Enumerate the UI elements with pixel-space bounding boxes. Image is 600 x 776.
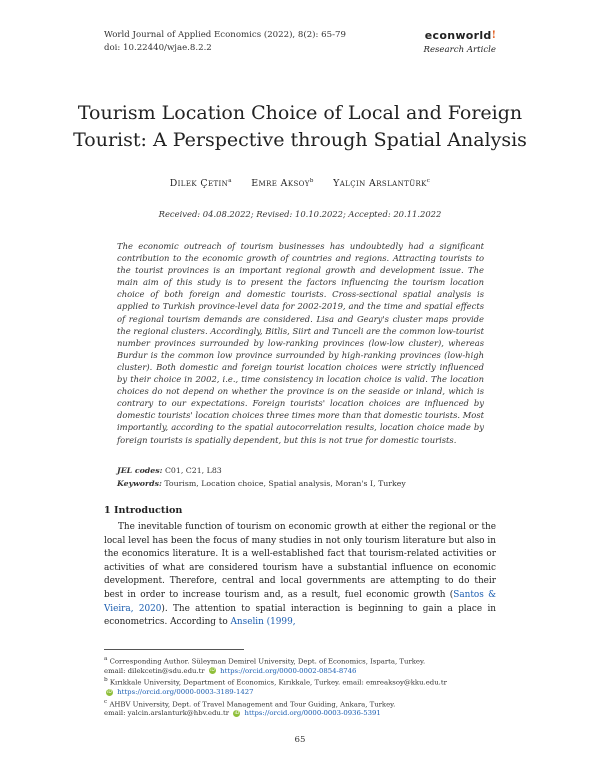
publisher-header <box>423 29 496 57</box>
author: Emre Aksoy$^b$ <box>251 178 314 190</box>
footnote-a: $^a$ Corresponding Author. Süleyman Demirel University, Dept. of Economics, Isparta, Turkey. <box>104 656 426 666</box>
jel-label: JEL codes: <box>117 466 163 475</box>
page-number: 65 <box>294 735 306 745</box>
email: email: yalcin.arslanturk@hbv.edu.tr <box>104 709 230 718</box>
footnote-c: $^c$ AHBV University, Dept. of Travel Management and Tour Guiding, Ankara, Turkey. <box>104 698 396 708</box>
footnotes <box>104 655 504 719</box>
article-type: Research Article <box>423 45 496 55</box>
orcid-link[interactable]: https://orcid.org/0000-0003-3189-1427 <box>117 688 254 697</box>
paper-title <box>60 100 540 154</box>
intro-text: The inevitable function of tourism on economic growth at either the regional or the local level has been the focus of many studies in not only tourism literature but also in the economics literature. It is a well-established fact that tourism-related activities or activities of what are considered tourism have a substantial influence on economic development. Therefore, central and local governments are attempting to do their best in order to increase tourism and, as a result, fuel economic growth ( <box>104 522 496 600</box>
title-line-1: Tourism Location Choice of Local and Foreign <box>77 102 523 124</box>
keywords <box>117 478 406 490</box>
journal-citation: World Journal of Applied Economics (2022), 8(2): 65-79 <box>104 30 346 40</box>
publisher-logo-text: econworld <box>424 29 492 42</box>
orcid-icon: iD <box>210 668 215 674</box>
doi: doi: 10.22440/wjae.8.2.2 <box>104 43 212 53</box>
orcid-icon: iD <box>234 710 240 716</box>
introduction-paragraph <box>104 521 496 630</box>
citation-link[interactable]: Anselin (1999, <box>230 617 296 628</box>
keywords-value: Tourism, Location choice, Spatial analysis, Moran's I, Turkey <box>164 479 406 488</box>
footnote-a-contact <box>104 667 504 677</box>
orcid-link[interactable]: https://orcid.org/0000-0002-0854-8746 <box>220 666 357 675</box>
email: email: dilekcetin@sdu.edu.tr <box>104 666 205 675</box>
publisher-logo <box>423 29 496 44</box>
author: Yalçin Arslantürk$^c$ <box>333 178 431 190</box>
title-line-2: Tourist: A Perspective through Spatial Analysis <box>73 129 527 151</box>
author-list <box>60 178 540 189</box>
footnote-divider <box>104 649 244 650</box>
footnote-c-contact <box>104 709 504 719</box>
intro-text-mid: ). The attention to spatial interaction is beginning to gain a place in econometrics. According to <box>104 603 496 628</box>
footnote-b-contact <box>104 688 504 698</box>
jel-codes <box>117 465 222 477</box>
citation-link[interactable]: Santos & Vieira, 2020 <box>104 589 496 614</box>
jel-value: C01, C21, L83 <box>164 466 222 475</box>
abstract <box>117 240 484 446</box>
submission-dates: Received: 04.08.2022; Revised: 10.10.2022; Accepted: 20.11.2022 <box>158 209 442 219</box>
logo-mark-icon: ! <box>491 30 496 41</box>
footnote-b: $^b$ Kırıkkale University, Department of Economics, Kırıkkale, Turkey. email: emreaksoy@kku.edu.tr <box>104 677 447 687</box>
keywords-label: Keywords: <box>117 479 162 488</box>
orcid-icon: iD <box>107 689 112 695</box>
journal-header <box>104 29 346 55</box>
orcid-link[interactable]: https://orcid.org/0000-0003-0936-5391 <box>244 709 381 718</box>
author: Dilek Çetin$^a$ <box>169 178 232 190</box>
abstract-text: The economic outreach of tourism businesses has undoubtedly had a significant contribution to the economic growth of countries and regions. Attracting tourists to the tourist provinces is an important regional growth and development issue. The main aim of this study is to present the factors influencing the tourism location choice of both foreign and domestic tourists. Cross-sectional spatial analysis is applied to Turkish province-level data for 2002-2019, and the time and spatial effects of regional tourism demands are considered. Lisa and Geary's cluster maps provide the regional clusters. Accordingly, Bitlis, Siirt and Tunceli are the common low-tourist number provinces surrounded by low-ranking provinces (low-low cluster), whereas Burdur is the common low province surrounded by high-ranking provinces (low-high cluster). Both domestic and foreign tourist location choices were strictly influenced by their choice in 2002, i.e., time consistency in location choice is valid. The location choices do not depend on whether the province is on the seaside or inland, which is contrary to our expectations. Foreign tourists' location choices are influenced by domestic tourists' location choices three times more than that domestic tourists. Most importantly, according to the spatial autocorrelation results, location choice made by foreign tourists is spatially dependent, but this is not true for domestic tourists. <box>117 241 484 445</box>
section-heading: 1 Introduction <box>104 505 183 516</box>
